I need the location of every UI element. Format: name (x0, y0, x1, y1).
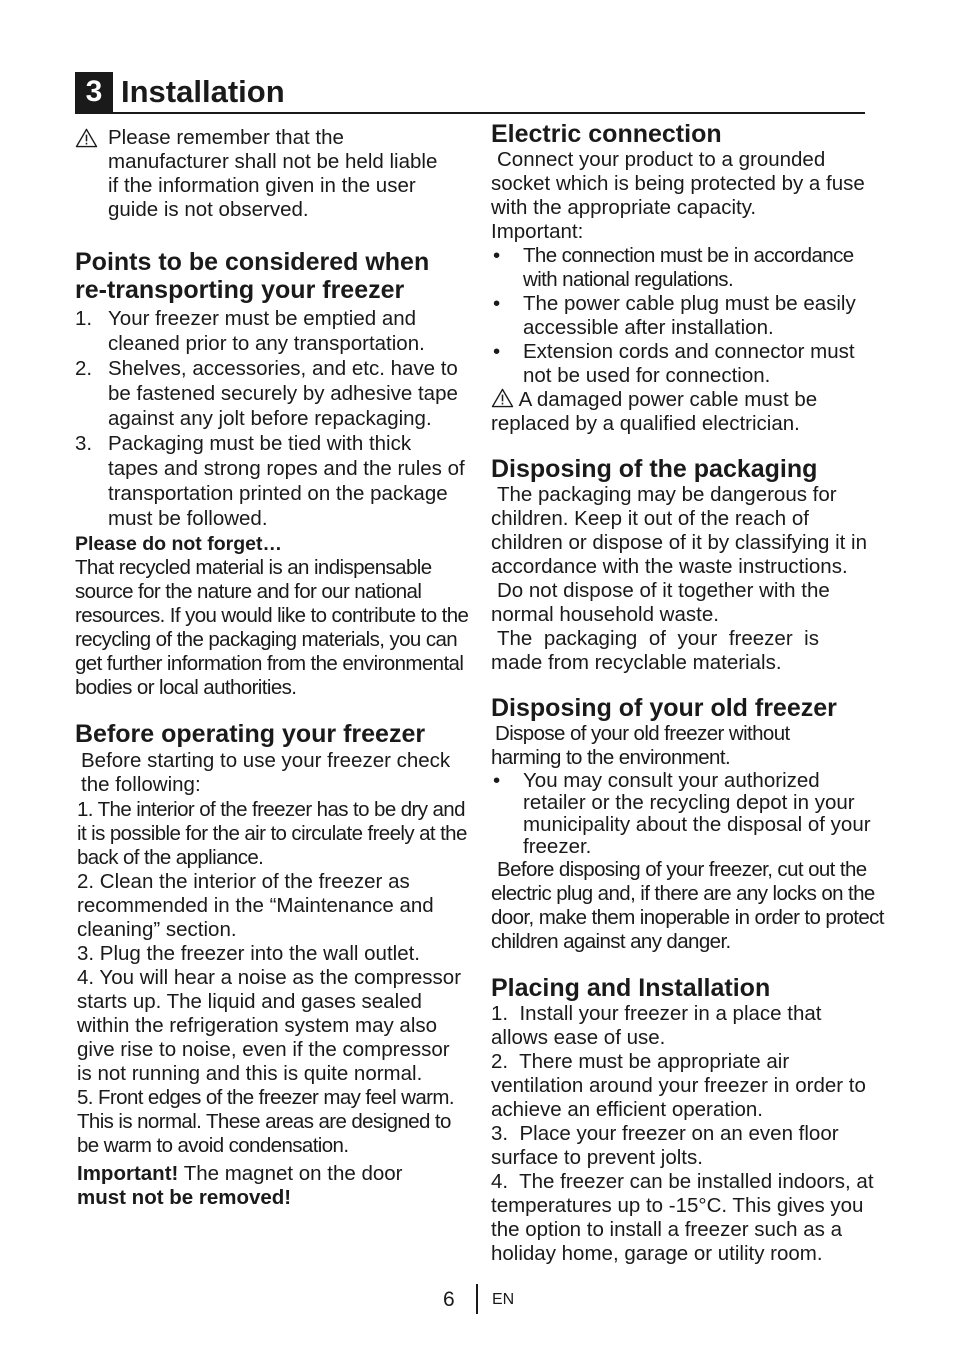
list-item: • Extension cords and connector must not be used for connection. (493, 340, 855, 387)
warning-triangle-icon (491, 388, 514, 408)
placing-item-4: 4. The freezer can be installed indoors, at temperatures up to -15°C. This gives you the option to install a freezer such as a holiday home, garage or utility room. (491, 1170, 880, 1265)
chapter-header (75, 72, 865, 114)
warning-triangle-icon (75, 128, 98, 148)
liability-warning (75, 126, 470, 222)
forget-text: That recycled material is an indispensable source for the nature and for our national resources. If you would like to contribute to the recycling of the packaging materials, you can get further information from the environmental bodies or local authorities. (75, 556, 469, 699)
packaging-text-2: Do not dispose of it together with the normal household waste. (491, 579, 830, 626)
packaging-text-1: The packaging may be dangerous for children. Keep it out of the reach of children or dispose of it by classifying it in accordance with the waste instructions. (491, 483, 868, 578)
chapter-number: 3 (75, 72, 113, 112)
electric-heading: Electric connection (491, 120, 722, 148)
placing-list (491, 1002, 886, 1266)
right-column (491, 120, 886, 1266)
list-item: 2. Shelves, accessories, and etc. have to be fastened securely by adhesive tape against any jolt before repackaging. (75, 357, 458, 430)
before-operating-intro: Before starting to use your freezer check the following: (81, 749, 451, 796)
important-note (75, 1162, 470, 1210)
step-5: 5. Front edges of the freezer may feel warm. This is normal. These areas are designed to be warm to avoid condensation. (77, 1086, 454, 1157)
step-2: 2. Clean the interior of the freezer as recommended in the “Maintenance and cleaning” section. (77, 870, 434, 941)
old-freezer-intro: Dispose of your old freezer without harming to the environment. (491, 722, 790, 769)
old-freezer-text: Before disposing of your freezer, cut out the electric plug and, if there are any locks on the door, make them inoperable in order to protect children against any danger. (491, 858, 884, 953)
footer-divider (476, 1284, 478, 1314)
electric-important-label: Important: (491, 220, 584, 243)
language-code: EN (492, 1291, 515, 1308)
placing-heading: Placing and Installation (491, 974, 771, 1002)
electric-text: Connect your product to a grounded socket which is being protected by a fuse with the appropriate capacity. (491, 148, 865, 219)
step-3: 3. Plug the freezer into the wall outlet. (77, 942, 421, 965)
transport-heading: Points to be considered when re-transporting your freezer (75, 248, 430, 304)
forget-heading: Please do not forget… (75, 533, 282, 555)
list-item: 3. Packaging must be tied with thick tapes and strong ropes and the rules of transportation printed on the package must be followed. (75, 432, 465, 530)
cable-warning (491, 388, 886, 436)
left-column (75, 126, 470, 1210)
important-end: must not be removed! (77, 1186, 292, 1209)
page-number: 6 (443, 1288, 455, 1311)
before-operating-heading: Before operating your freezer (75, 720, 426, 748)
packaging-heading: Disposing of the packaging (491, 455, 818, 483)
important-text: The magnet on the door (183, 1162, 403, 1185)
chapter-title: Installation (121, 74, 285, 109)
list-item: • The power cable plug must be easily accessible after installation. (493, 292, 856, 339)
step-1: 1. The interior of the freezer has to be dry and it is possible for the air to circulate freely at the back of the appliance. (77, 798, 467, 869)
list-item: • The connection must be in accordance with national regulations. (493, 244, 854, 291)
transport-list (75, 306, 465, 531)
cable-warning-text: A damaged power cable must be replaced by a qualified electrician. (491, 388, 818, 435)
packaging-text-3: The packaging of your freezer is made from recyclable materials. (491, 627, 819, 674)
placing-item-1: 1. Install your freezer in a place that allows ease of use. (491, 1002, 828, 1049)
list-item: • You may consult your authorized retailer or the recycling depot in your municipality about the disposal of your freezer. (493, 769, 871, 858)
old-freezer-bullets (491, 770, 886, 858)
electric-bullets (491, 244, 886, 388)
list-item: 1. Your freezer must be emptied and cleaned prior to any transportation. (75, 307, 425, 355)
before-operating-steps (75, 798, 470, 1158)
placing-item-3: 3. Place your freezer on an even floor surface to prevent jolts. (491, 1122, 845, 1169)
liability-warning-text: Please remember that the manufacturer shall not be held liable if the information given in the user guide is not observed. (108, 126, 438, 221)
placing-item-2: 2. There must be appropriate air ventilation around your freezer in order to achieve an efficient operation. (491, 1050, 872, 1121)
old-freezer-heading: Disposing of your old freezer (491, 694, 837, 722)
important-label: Important! (77, 1162, 179, 1185)
step-4: 4. You will hear a noise as the compressor starts up. The liquid and gases sealed within the refrigeration system may also give rise to noise, even if the compressor is not running and this is quite normal. (77, 966, 462, 1085)
